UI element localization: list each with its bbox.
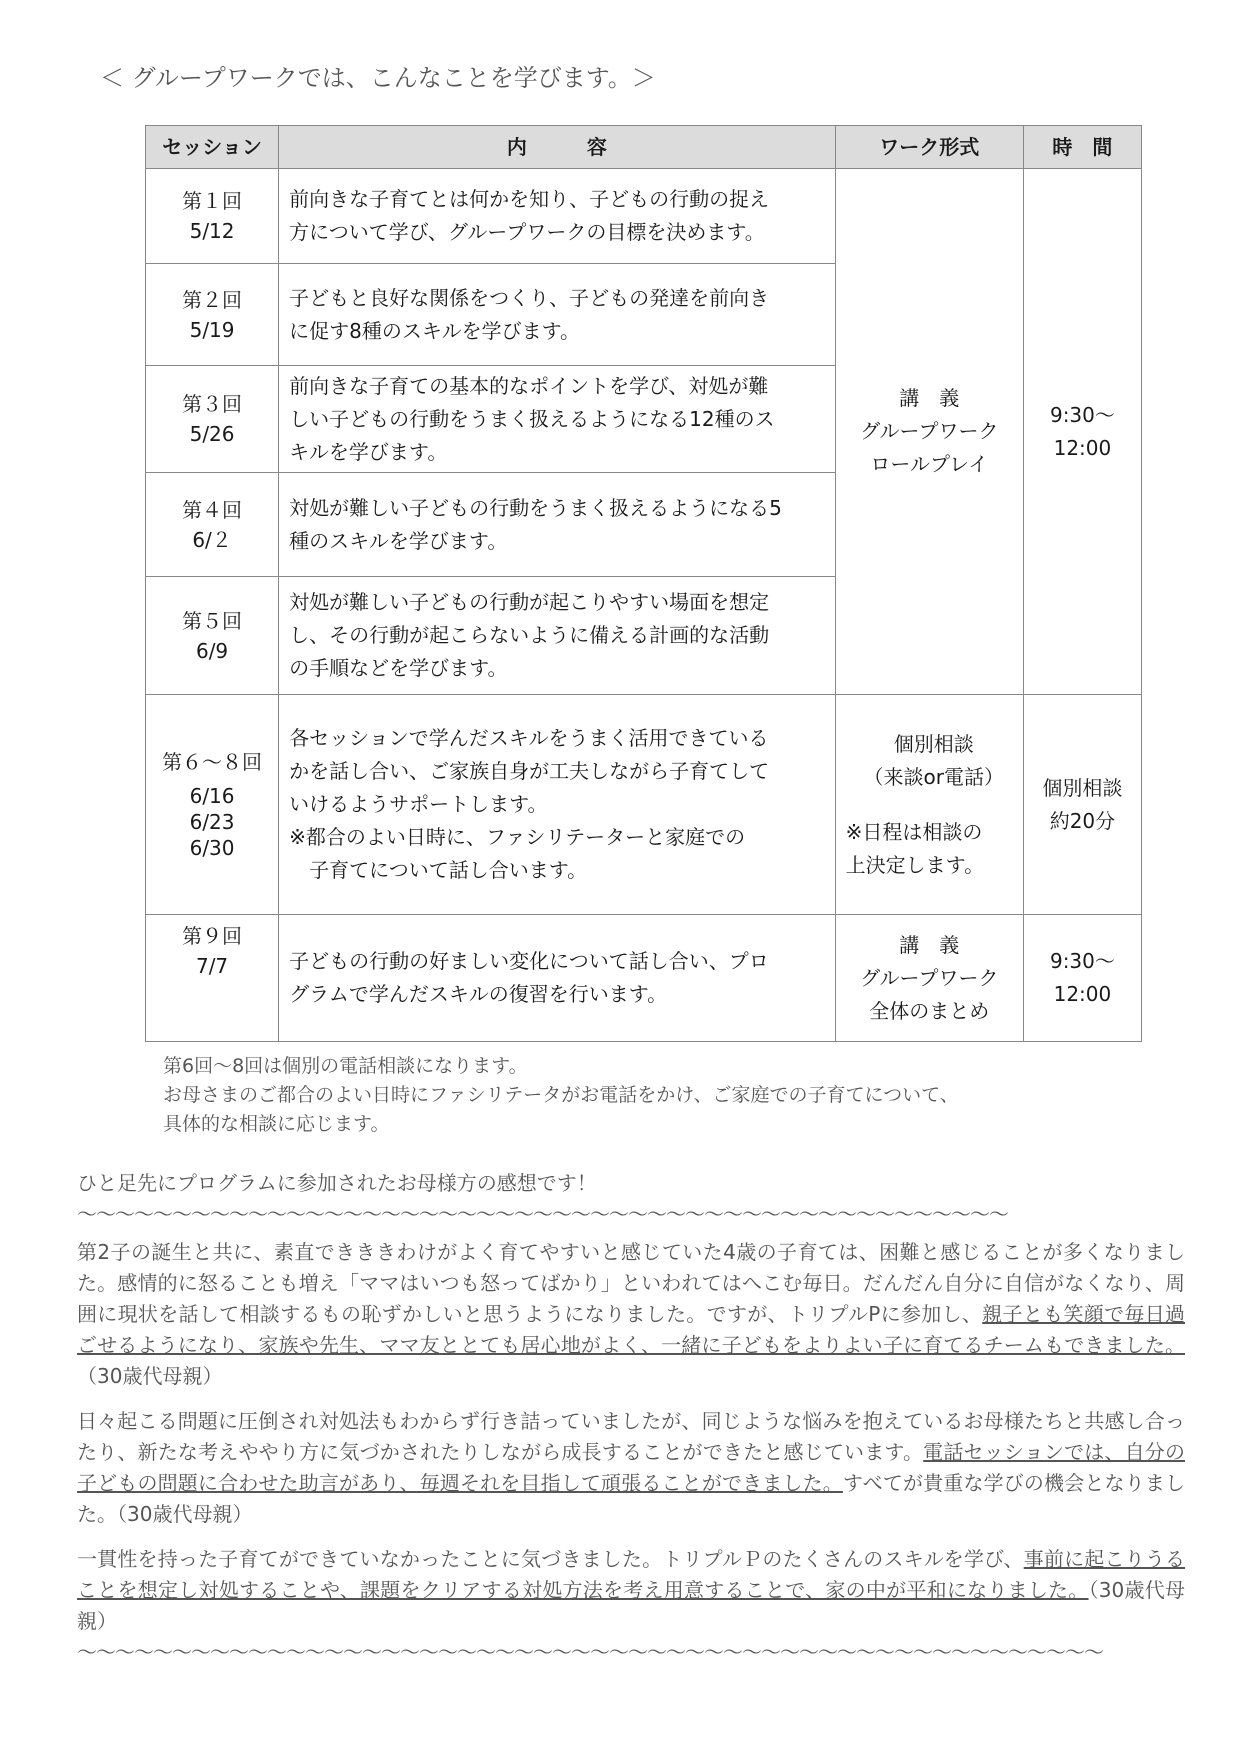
table-header-row <box>146 126 1142 169</box>
header-time: 時 間 <box>1023 126 1141 169</box>
schedule-table <box>145 125 1142 1042</box>
format-cell: 講 義 グループワーク 全体のまとめ <box>835 915 1023 1042</box>
table-row <box>146 169 1142 264</box>
feedback-section <box>77 1168 1185 1667</box>
feedback-paragraph: 一貫性を持った子育てができていなかったことに気づきました。トリプルＰのたくさんのスキルを学び、事前に起こりうることを想定し対処することや、課題をクリアする対処方法を考え用意することで、家の中が平和になりました。（30歳代母親） <box>77 1547 1186 1633</box>
feedback-intro: ひと足先にプログラムに参加されたお母様方の感想です！ <box>77 1171 597 1195</box>
header-format: ワーク形式 <box>835 126 1023 169</box>
content-cell: 前向きな子育ての基本的なポイントを学び、対処が難 しい子どもの行動をうまく扱えるようになる12種のス キルを学びます。 <box>279 366 836 473</box>
feedback-paragraph: 第2子の誕生と共に、素直できききわけがよく育てやすいと感じていた4歳の子育ては、困難と感じることが多くなりました。感情的に怒ることも増え「ママはいつも怒ってばかり」といわれてはへこむ毎日。だんだん自分に自信がなくなり、周囲に現状を話して相談するもの恥ずかしいと思うようになりました。ですが、トリプルPに参加し、親子とも笑顔で毎日過ごせるようになり、家族や先生、ママ友ととても居心地がよく、一緒に子どもをよりよい子に育てるチームもできました。（30歳代母親） <box>77 1240 1186 1388</box>
time-cell: 9:30〜 12:00 <box>1023 915 1141 1042</box>
content-cell: 対処が難しい子どもの行動をうまく扱えるようになる5 種のスキルを学びます。 <box>279 473 836 577</box>
table-row <box>146 695 1142 915</box>
content-cell: 各セッションで学んだスキルをうまく活用できている かを話し合い、ご家族自身が工夫しながら子育てして いけるようサポートします。 ※都合のよい日時に、ファシリテーターと家庭での 子育てについて話し合います。 <box>279 695 836 915</box>
note-line: お母さまのご都合のよい日時にファシリテータがお電話をかけ、ご家庭での子育てについて、 <box>163 1084 959 1106</box>
wave-divider: 〜〜〜〜〜〜〜〜〜〜〜〜〜〜〜〜〜〜〜〜〜〜〜〜〜〜〜〜〜〜〜〜〜〜〜〜〜〜〜〜〜〜〜〜〜〜〜〜〜 <box>77 1202 1008 1226</box>
session-cell: 第６〜８回 6/16 6/23 6/30 <box>146 695 279 915</box>
session-cell: 第３回 5/26 <box>146 366 279 473</box>
content-cell: 前向きな子育てとは何かを知り、子どもの行動の捉え 方について学び、グループワークの目標を決めます。 <box>279 169 836 264</box>
session-cell: 第２回 5/19 <box>146 264 279 366</box>
section-heading: ＜ グループワークでは、こんなことを学びます。＞ <box>100 64 656 92</box>
format-cell: 講 義 グループワーク ロールプレイ <box>835 169 1023 695</box>
content-cell: 対処が難しい子どもの行動が起こりやすい場面を想定 し、その行動が起こらないように備える計画的な活動 の手順などを学びます。 <box>279 577 836 695</box>
note-line: 第6回〜8回は個別の電話相談になります。 <box>163 1055 528 1077</box>
format-cell: 個別相談 （来談or電話） ※日程は相談の 上決定します。 <box>835 695 1023 915</box>
content-cell: 子どもと良好な関係をつくり、子どもの発達を前向き に促す8種のスキルを学びます。 <box>279 264 836 366</box>
content-cell: 子どもの行動の好ましい変化について話し合い、プロ グラムで学んだスキルの復習を行います。 <box>279 915 836 1042</box>
session-cell: 第１回 5/12 <box>146 169 279 264</box>
session-cell: 第９回 7/7 <box>146 915 279 1042</box>
table-row <box>146 915 1142 1042</box>
schedule-notes <box>163 1052 959 1139</box>
wave-divider: 〜〜〜〜〜〜〜〜〜〜〜〜〜〜〜〜〜〜〜〜〜〜〜〜〜〜〜〜〜〜〜〜〜〜〜〜〜〜〜〜〜〜〜〜〜〜〜〜〜〜〜〜〜〜 <box>77 1640 1103 1664</box>
time-cell: 9:30〜 12:00 <box>1023 169 1141 695</box>
header-session: セッション <box>146 126 279 169</box>
note-line: 具体的な相談に応じます。 <box>163 1113 390 1135</box>
time-cell: 個別相談 約20分 <box>1023 695 1141 915</box>
session-cell: 第５回 6/9 <box>146 577 279 695</box>
header-content: 内 容 <box>279 126 836 169</box>
session-cell: 第４回 6/２ <box>146 473 279 577</box>
feedback-paragraph: 日々起こる問題に圧倒され対処法もわからず行き詰っていましたが、同じような悩みを抱えているお母様たちと共感し合ったり、新たな考えややり方に気づかされたりしながら成長することができたと感じています。電話セッションでは、自分の子どもの問題に合わせた助言があり、毎週それを目指して頑張ることができました。すべてが貴重な学びの機会となりました。（30歳代母親） <box>77 1409 1185 1526</box>
